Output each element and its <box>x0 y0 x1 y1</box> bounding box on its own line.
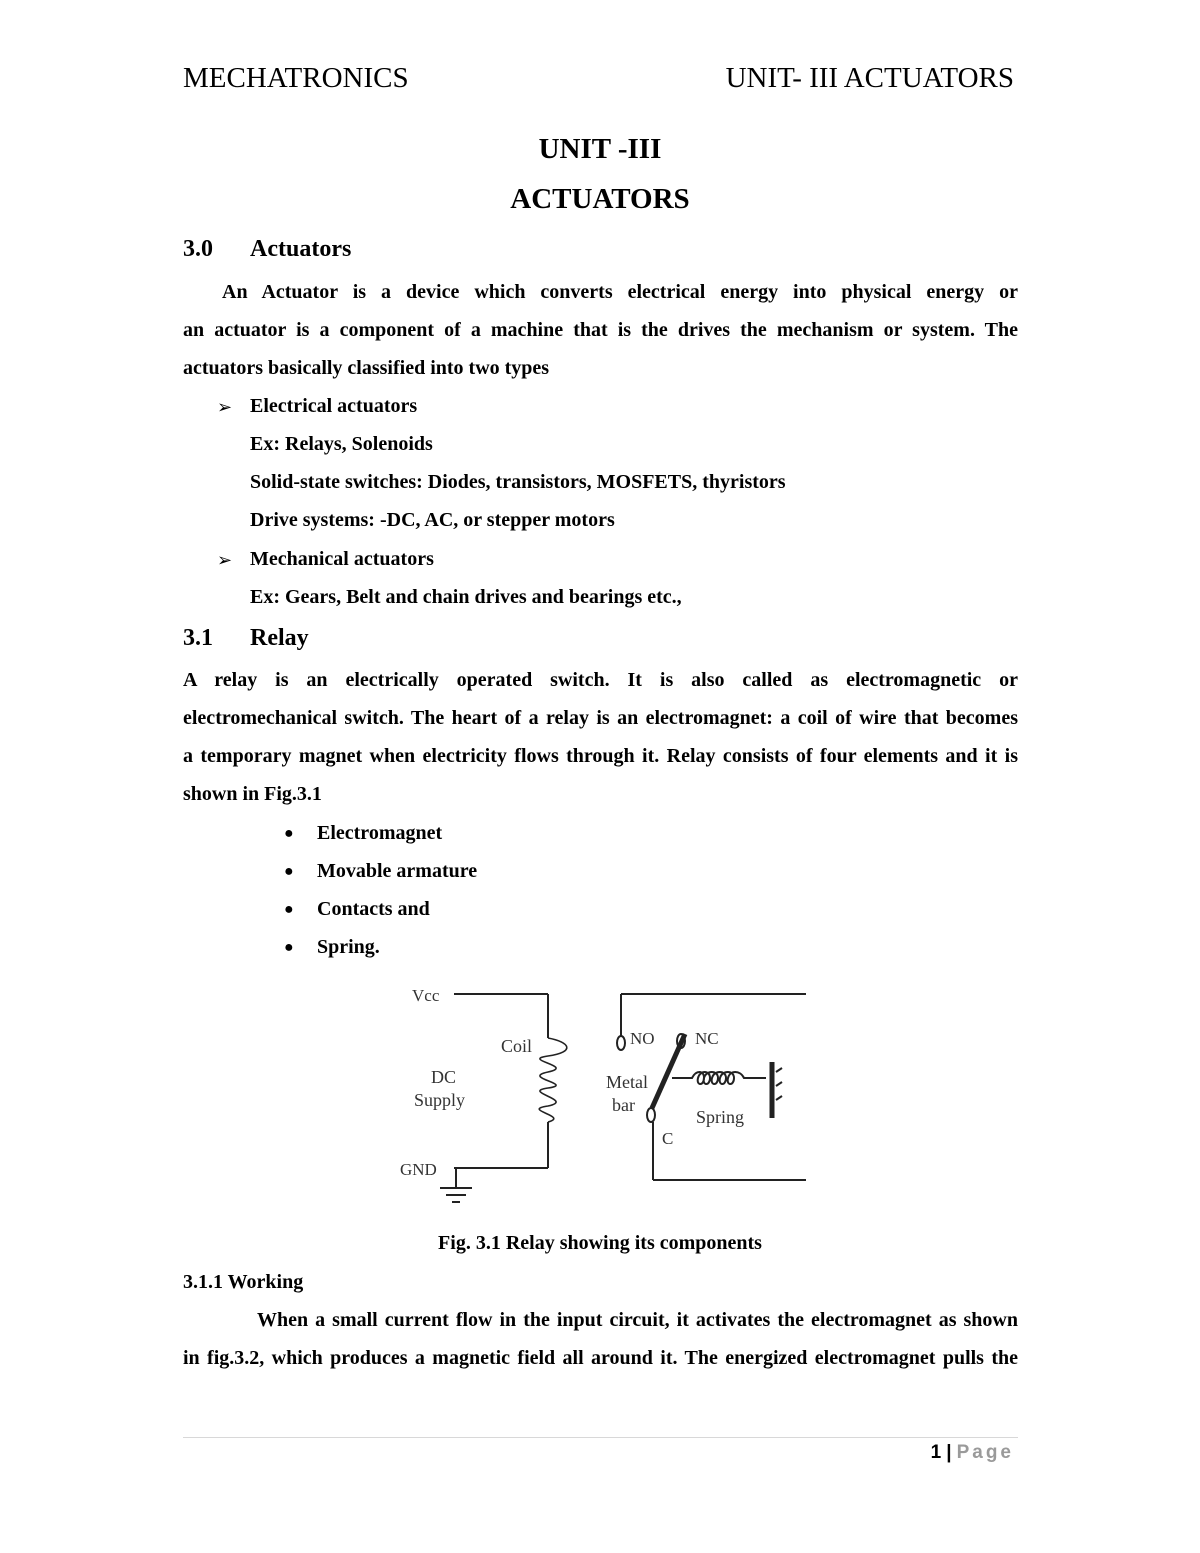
unit-title: UNIT -III <box>538 133 662 165</box>
spring-anchor <box>776 1068 782 1072</box>
vcc-label: Vcc <box>412 986 440 1005</box>
list-item-electrical: Electrical actuators <box>250 395 418 417</box>
list-detail: Drive systems: -DC, AC, or stepper motors <box>250 509 615 531</box>
header-unit: UNIT- III ACTUATORS <box>725 62 1014 94</box>
subsection-heading-working: 3.1.1 Working <box>183 1271 304 1293</box>
list-detail: Ex: Relays, Solenoids <box>250 433 433 455</box>
header-subject: MECHATRONICS <box>183 62 409 94</box>
c-label: C <box>662 1129 674 1148</box>
footer-divider <box>183 1437 1018 1438</box>
list-item: Spring. <box>317 936 380 958</box>
section-number: 3.1 <box>183 625 213 651</box>
paragraph-line: A relay is an electrically operated switch. It is also called as electromagnetic or <box>183 669 1018 691</box>
no-label: NO <box>630 1029 655 1048</box>
paragraph-line: When a small current flow in the input circuit, it activates the electromagnet as shown <box>257 1309 1018 1331</box>
page-footer <box>931 1442 1014 1464</box>
paragraph-line: An Actuator is a device which converts electrical energy into physical energy or <box>222 281 1018 303</box>
list-item-mechanical: Mechanical actuators <box>250 548 434 570</box>
bullet-icon: ● <box>284 939 294 956</box>
list-item: Movable armature <box>317 860 478 882</box>
section-title: Actuators <box>250 236 352 262</box>
page-label: Page <box>956 1442 1014 1463</box>
bullet-icon: ● <box>284 863 294 880</box>
paragraph-line: in fig.3.2, which produces a magnetic field all around it. The energized electromagnet pulls the <box>183 1347 1018 1369</box>
nc-label: NC <box>695 1029 719 1048</box>
metal-label: Metal <box>606 1072 648 1092</box>
paragraph-line: electromechanical switch. The heart of a relay is an electromagnet: a coil of wire that becomes <box>183 707 1018 729</box>
figure-caption: Fig. 3.1 Relay showing its components <box>438 1232 762 1254</box>
section-heading-relay <box>183 625 309 652</box>
metal-bar <box>652 1034 685 1108</box>
list-detail: Solid-state switches: Diodes, transistors, MOSFETS, thyristors <box>250 471 786 493</box>
coil-winding <box>539 1038 567 1122</box>
arrow-bullet-icon: ➢ <box>217 397 233 417</box>
spring-anchor <box>776 1082 782 1086</box>
bullet-icon: ● <box>284 901 294 918</box>
spring-coil <box>672 1072 766 1084</box>
bullet-icon: ● <box>284 825 294 842</box>
list-item: Contacts and <box>317 898 430 920</box>
arrow-bullet-icon: ➢ <box>217 550 233 570</box>
supply-label: Supply <box>414 1090 466 1110</box>
relay-diagram <box>400 982 820 1214</box>
section-number: 3.0 <box>183 236 213 262</box>
section-heading-actuators <box>183 236 351 263</box>
spring-label: Spring <box>696 1107 745 1127</box>
paragraph-line: a temporary magnet when electricity flows through it. Relay consists of four elements and it is <box>183 745 1018 767</box>
chapter-title: ACTUATORS <box>510 183 690 215</box>
gnd-label: GND <box>400 1160 437 1179</box>
common-contact <box>647 1108 655 1122</box>
page-number: 1 <box>930 1442 942 1463</box>
spring-anchor <box>776 1096 782 1100</box>
bar-label: bar <box>612 1095 635 1115</box>
paragraph-line: actuators basically classified into two types <box>183 357 550 379</box>
no-contact <box>617 1036 625 1050</box>
section-title: Relay <box>250 625 309 651</box>
dc-label: DC <box>431 1067 457 1087</box>
list-item: Electromagnet <box>317 822 443 844</box>
paragraph-line: shown in Fig.3.1 <box>183 783 322 805</box>
coil-label: Coil <box>501 1036 533 1056</box>
paragraph-line: an actuator is a component of a machine that is the drives the mechanism or system. The <box>183 319 1018 341</box>
list-detail: Ex: Gears, Belt and chain drives and bearings etc., <box>250 586 682 608</box>
page-separator: | <box>946 1442 952 1463</box>
